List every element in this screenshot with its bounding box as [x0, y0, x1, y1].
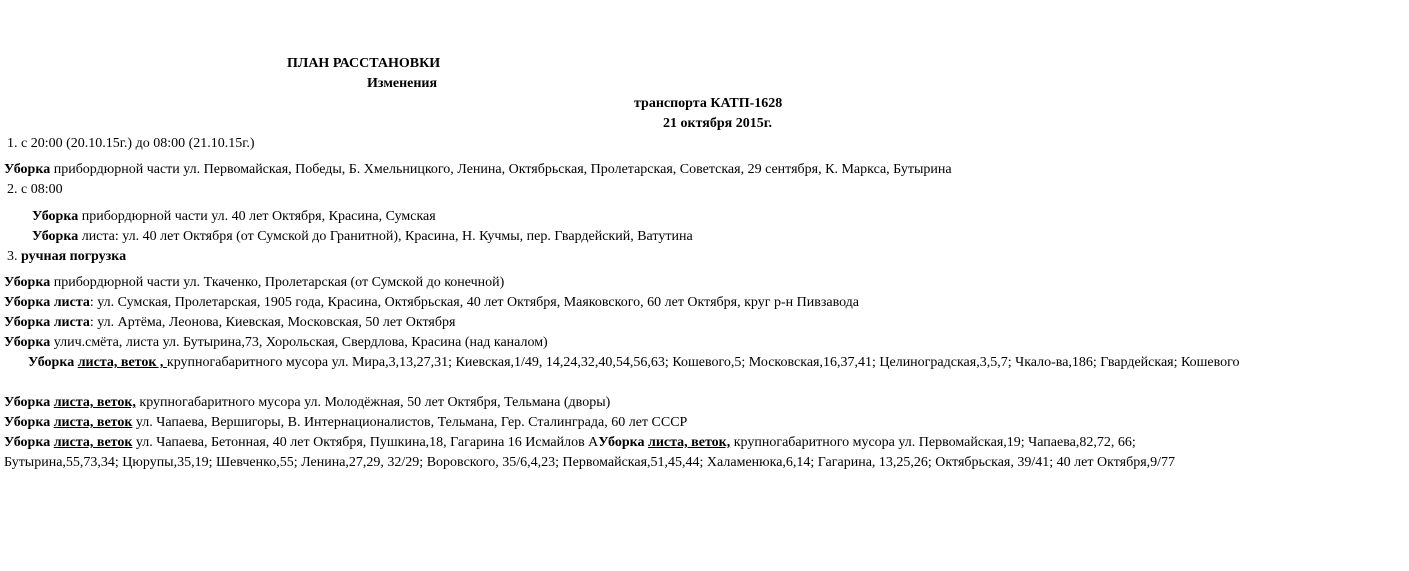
line-6: Уборка листа: ул. Артёма, Леонова, Киевская, Московская, 50 лет Октября — [4, 315, 456, 330]
line-3: Уборка листа: ул. 40 лет Октября (от Сумской до Гранитной), Красина, Н. Кучмы, пер. Гвардейский, Ватутина — [32, 229, 693, 244]
line-4: Уборка прибордюрной части ул. Ткаченко, Пролетарская (от Сумской до конечной) — [4, 275, 505, 290]
line-7: Уборка улич.смёта, листа ул. Бутырина,73, Хорольская, Свердлова, Красина (над каналом) — [4, 335, 548, 350]
line-8: Уборка листа, веток , крупногабаритного мусора ул. Мира,3,13,27,31; Киевская,1/49, 14,24,32,40,54,56,63; Кошевого,5; Московская,16,37,41; Целиноградская,3,5,7; Чкало-ва,186; Гвардейская; Кошевого — [28, 355, 1240, 370]
section-2-label: 2. с 08:00 — [7, 182, 63, 197]
document-title: ПЛАН РАССТАНОВКИ — [287, 56, 441, 71]
section-3-label: 3. ручная погрузка — [7, 249, 127, 264]
line-10: Уборка листа, веток ул. Чапаева, Вершигоры, В. Интернационалистов, Тельмана, Гер. Сталинграда, 60 лет СССР — [4, 415, 688, 430]
line-2: Уборка прибордюрной части ул. 40 лет Октября, Красина, Сумская — [32, 209, 436, 224]
document-subtitle: Изменения — [367, 76, 438, 91]
line-9: Уборка листа, веток, крупногабаритного мусора ул. Молодёжная, 50 лет Октября, Тельмана (дворы) — [4, 395, 611, 410]
transport-label: транспорта КАТП-1628 — [634, 96, 783, 111]
line-1: Уборка прибордюрной части ул. Первомайская, Победы, Б. Хмельницкого, Ленина, Октябрьская, Пролетарская, Советская, 29 сентября, К. Маркса, Бутырина — [4, 162, 952, 177]
line-12: Бутырина,55,73,34; Цюрупы,35,19; Шевченко,55; Ленина,27,29, 32/29; Воровского, 35/6,4,23; Первомайская,51,45,44; Халаменюка,6,14; Гагарина, 13,25,26; Октябрьская, 39/41; 40 лет Октября,9/77 — [4, 455, 1176, 470]
document-date: 21 октября 2015г. — [663, 116, 772, 131]
line-5: Уборка листа: ул. Сумская, Пролетарская, 1905 года, Красина, Октябрьская, 40 лет Октября, Маяковского, 60 лет Октября, круг р-н Пивзавода — [4, 295, 860, 310]
section-1-label: 1. с 20:00 (20.10.15г.) до 08:00 (21.10.15г.) — [7, 136, 255, 151]
line-11: Уборка листа, веток ул. Чапаева, Бетонная, 40 лет Октября, Пушкина,18, Гагарина 16 Исмайлов АУборка листа, веток, крупногабаритного мусора ул. Первомайская,19; Чапаева,82,72, 66; — [4, 435, 1136, 450]
